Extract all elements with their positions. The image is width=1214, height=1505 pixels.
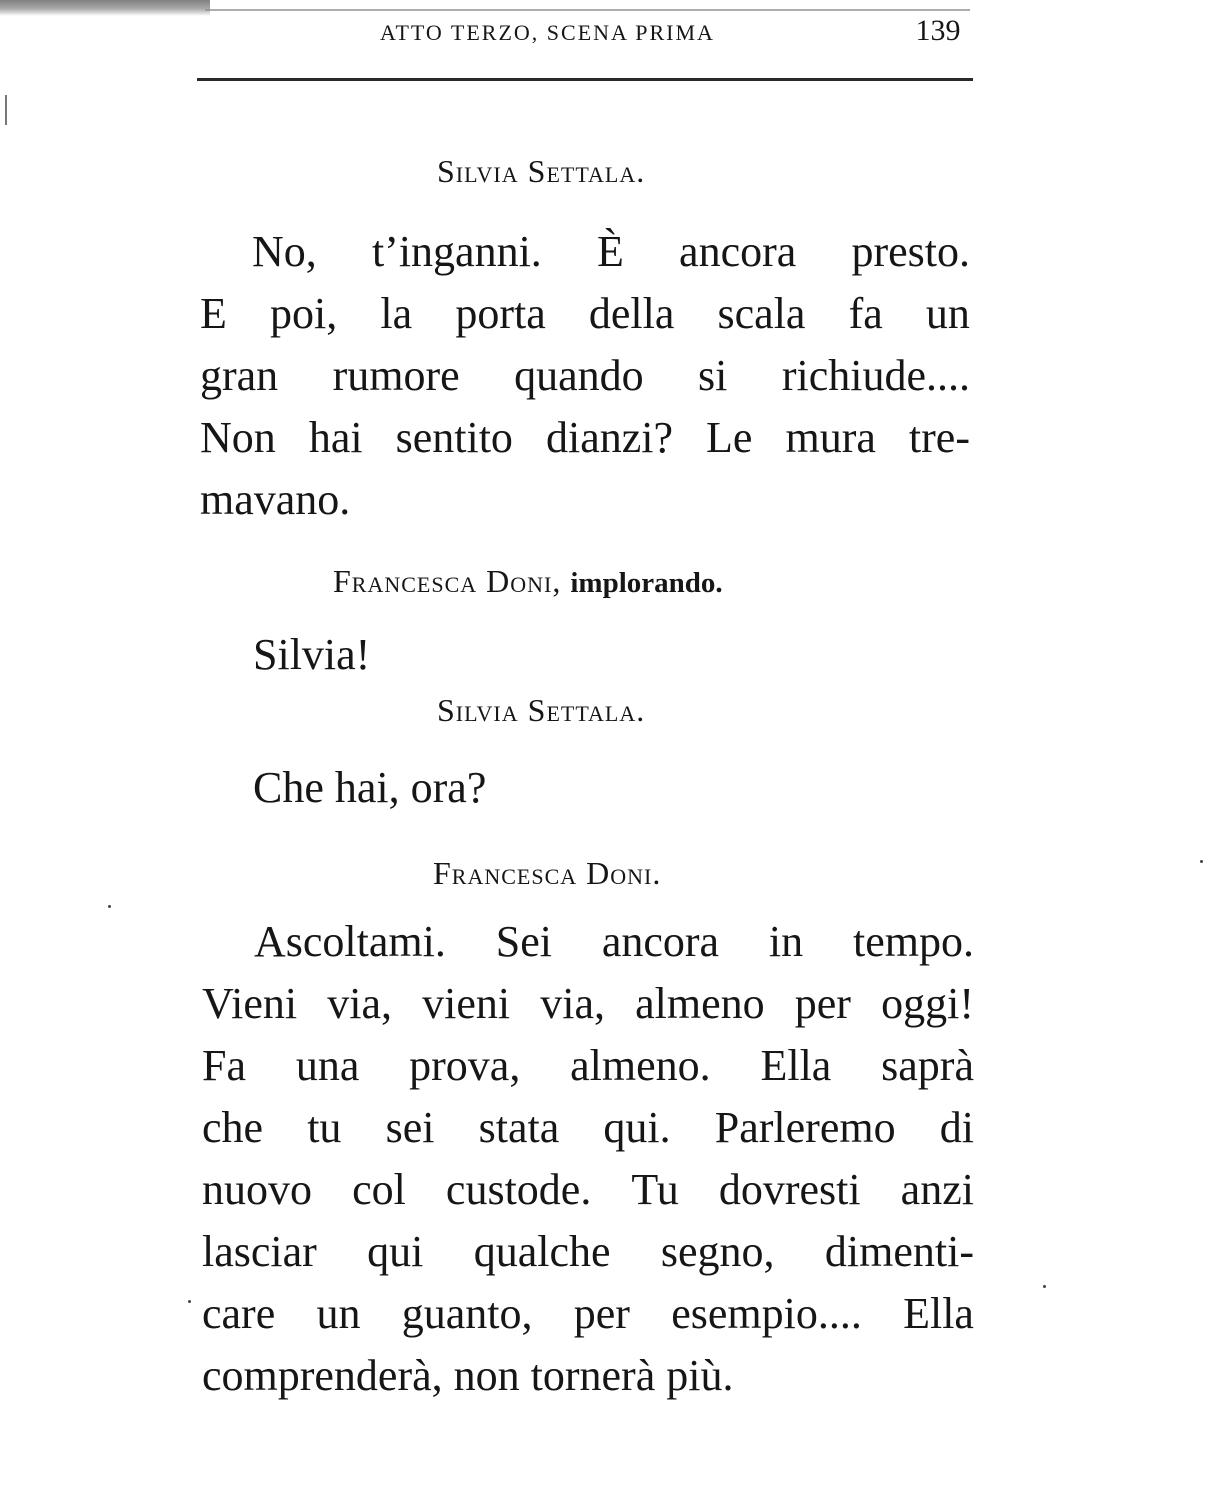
word: gran xyxy=(200,351,279,400)
scan-speck xyxy=(1043,1285,1046,1288)
page-number: 139 xyxy=(915,14,961,47)
word: presto. xyxy=(851,227,970,276)
word: tu xyxy=(307,1103,342,1152)
speech-line: comprenderà, non tornerà più. xyxy=(202,1351,734,1400)
stage-direction: implorando. xyxy=(570,567,723,599)
word: Sei xyxy=(495,917,552,966)
word: fa xyxy=(848,289,883,338)
word: col xyxy=(352,1165,406,1214)
word: tempo. xyxy=(853,917,974,966)
word: in xyxy=(768,917,804,966)
word: sei xyxy=(385,1103,435,1152)
speaker-label: Francesca Doni. xyxy=(433,855,662,891)
word: un xyxy=(316,1289,361,1338)
speech-line xyxy=(200,284,970,344)
word: via, xyxy=(540,979,606,1028)
word: almeno xyxy=(635,979,765,1028)
word: E xyxy=(200,289,227,338)
word: rumore xyxy=(332,351,460,400)
word: prova, xyxy=(409,1041,521,1090)
word: qualche xyxy=(473,1227,611,1276)
scan-speck xyxy=(188,1300,191,1303)
header-rule xyxy=(197,78,973,81)
word: la xyxy=(380,289,413,338)
word: dimenti- xyxy=(824,1227,974,1276)
scan-speck xyxy=(1200,860,1203,863)
word: scala xyxy=(717,289,806,338)
scan-edge-line xyxy=(205,9,970,11)
word: Non xyxy=(200,413,276,462)
word: È xyxy=(596,227,624,276)
word: Ascoltami. xyxy=(254,917,446,966)
word: della xyxy=(588,289,675,338)
word: Ella xyxy=(903,1289,974,1338)
word: sentito xyxy=(395,413,513,462)
word: ancora xyxy=(601,917,720,966)
word: porta xyxy=(455,289,546,338)
word: Vieni xyxy=(202,979,298,1028)
speech-line xyxy=(202,1036,974,1096)
word: per xyxy=(573,1289,630,1338)
word: richiude.... xyxy=(781,351,970,400)
speech-line xyxy=(202,1222,974,1282)
word: Parleremo xyxy=(714,1103,896,1152)
word: ancora xyxy=(679,227,797,276)
word: dianzi? xyxy=(545,413,674,462)
word: nuovo xyxy=(202,1165,312,1214)
word: oggi! xyxy=(881,979,974,1028)
speech-line xyxy=(200,222,970,282)
word: Le xyxy=(706,413,753,462)
word: tre- xyxy=(908,413,970,462)
word: almeno. xyxy=(570,1041,711,1090)
word: care xyxy=(202,1289,276,1338)
word: si xyxy=(698,351,728,400)
word: lasciar xyxy=(202,1227,317,1276)
word: anzi xyxy=(900,1165,974,1214)
word: custode. xyxy=(445,1165,592,1214)
word: qui xyxy=(367,1227,424,1276)
speaker-label: Silvia Settala. xyxy=(437,692,646,728)
speech-line xyxy=(202,1160,974,1220)
gutter-mark xyxy=(5,95,7,125)
word: hai xyxy=(308,413,363,462)
speech-line xyxy=(202,974,974,1034)
word: per xyxy=(794,979,851,1028)
word: qui. xyxy=(603,1103,671,1152)
word: segno, xyxy=(660,1227,775,1276)
word: via, xyxy=(327,979,393,1028)
word: mura xyxy=(785,413,876,462)
word: che xyxy=(202,1103,264,1152)
word: guanto, xyxy=(401,1289,533,1338)
word: quando xyxy=(514,351,644,400)
word: No, xyxy=(252,227,317,276)
word: poi, xyxy=(270,289,338,338)
word: Tu xyxy=(631,1165,679,1214)
word: una xyxy=(295,1041,360,1090)
word: vieni xyxy=(422,979,511,1028)
speaker-label xyxy=(333,563,723,600)
word: un xyxy=(925,289,970,338)
word: dovresti xyxy=(718,1165,861,1214)
scan-speck xyxy=(108,905,111,908)
word: stata xyxy=(478,1103,560,1152)
scan-edge-shadow xyxy=(0,0,210,16)
speech-line: mavano. xyxy=(200,475,351,524)
word: t’inganni. xyxy=(371,227,542,276)
speaker-label: Silvia Settala. xyxy=(437,153,646,189)
word: esempio.... xyxy=(671,1289,862,1338)
speech-line: Che hai, ora? xyxy=(253,763,487,812)
speech-line xyxy=(200,408,970,468)
running-title: ATTO TERZO, SCENA PRIMA xyxy=(380,20,715,45)
speaker-name: Francesca Doni, xyxy=(333,563,562,599)
word: saprà xyxy=(881,1041,974,1090)
speech-line xyxy=(200,346,970,406)
word: di xyxy=(939,1103,974,1152)
word: Ella xyxy=(760,1041,832,1090)
speech-line xyxy=(202,1098,974,1158)
word: Fa xyxy=(202,1041,246,1090)
speech-line xyxy=(202,912,974,972)
speech-line: Silvia! xyxy=(253,630,371,679)
speech-line xyxy=(202,1284,974,1344)
